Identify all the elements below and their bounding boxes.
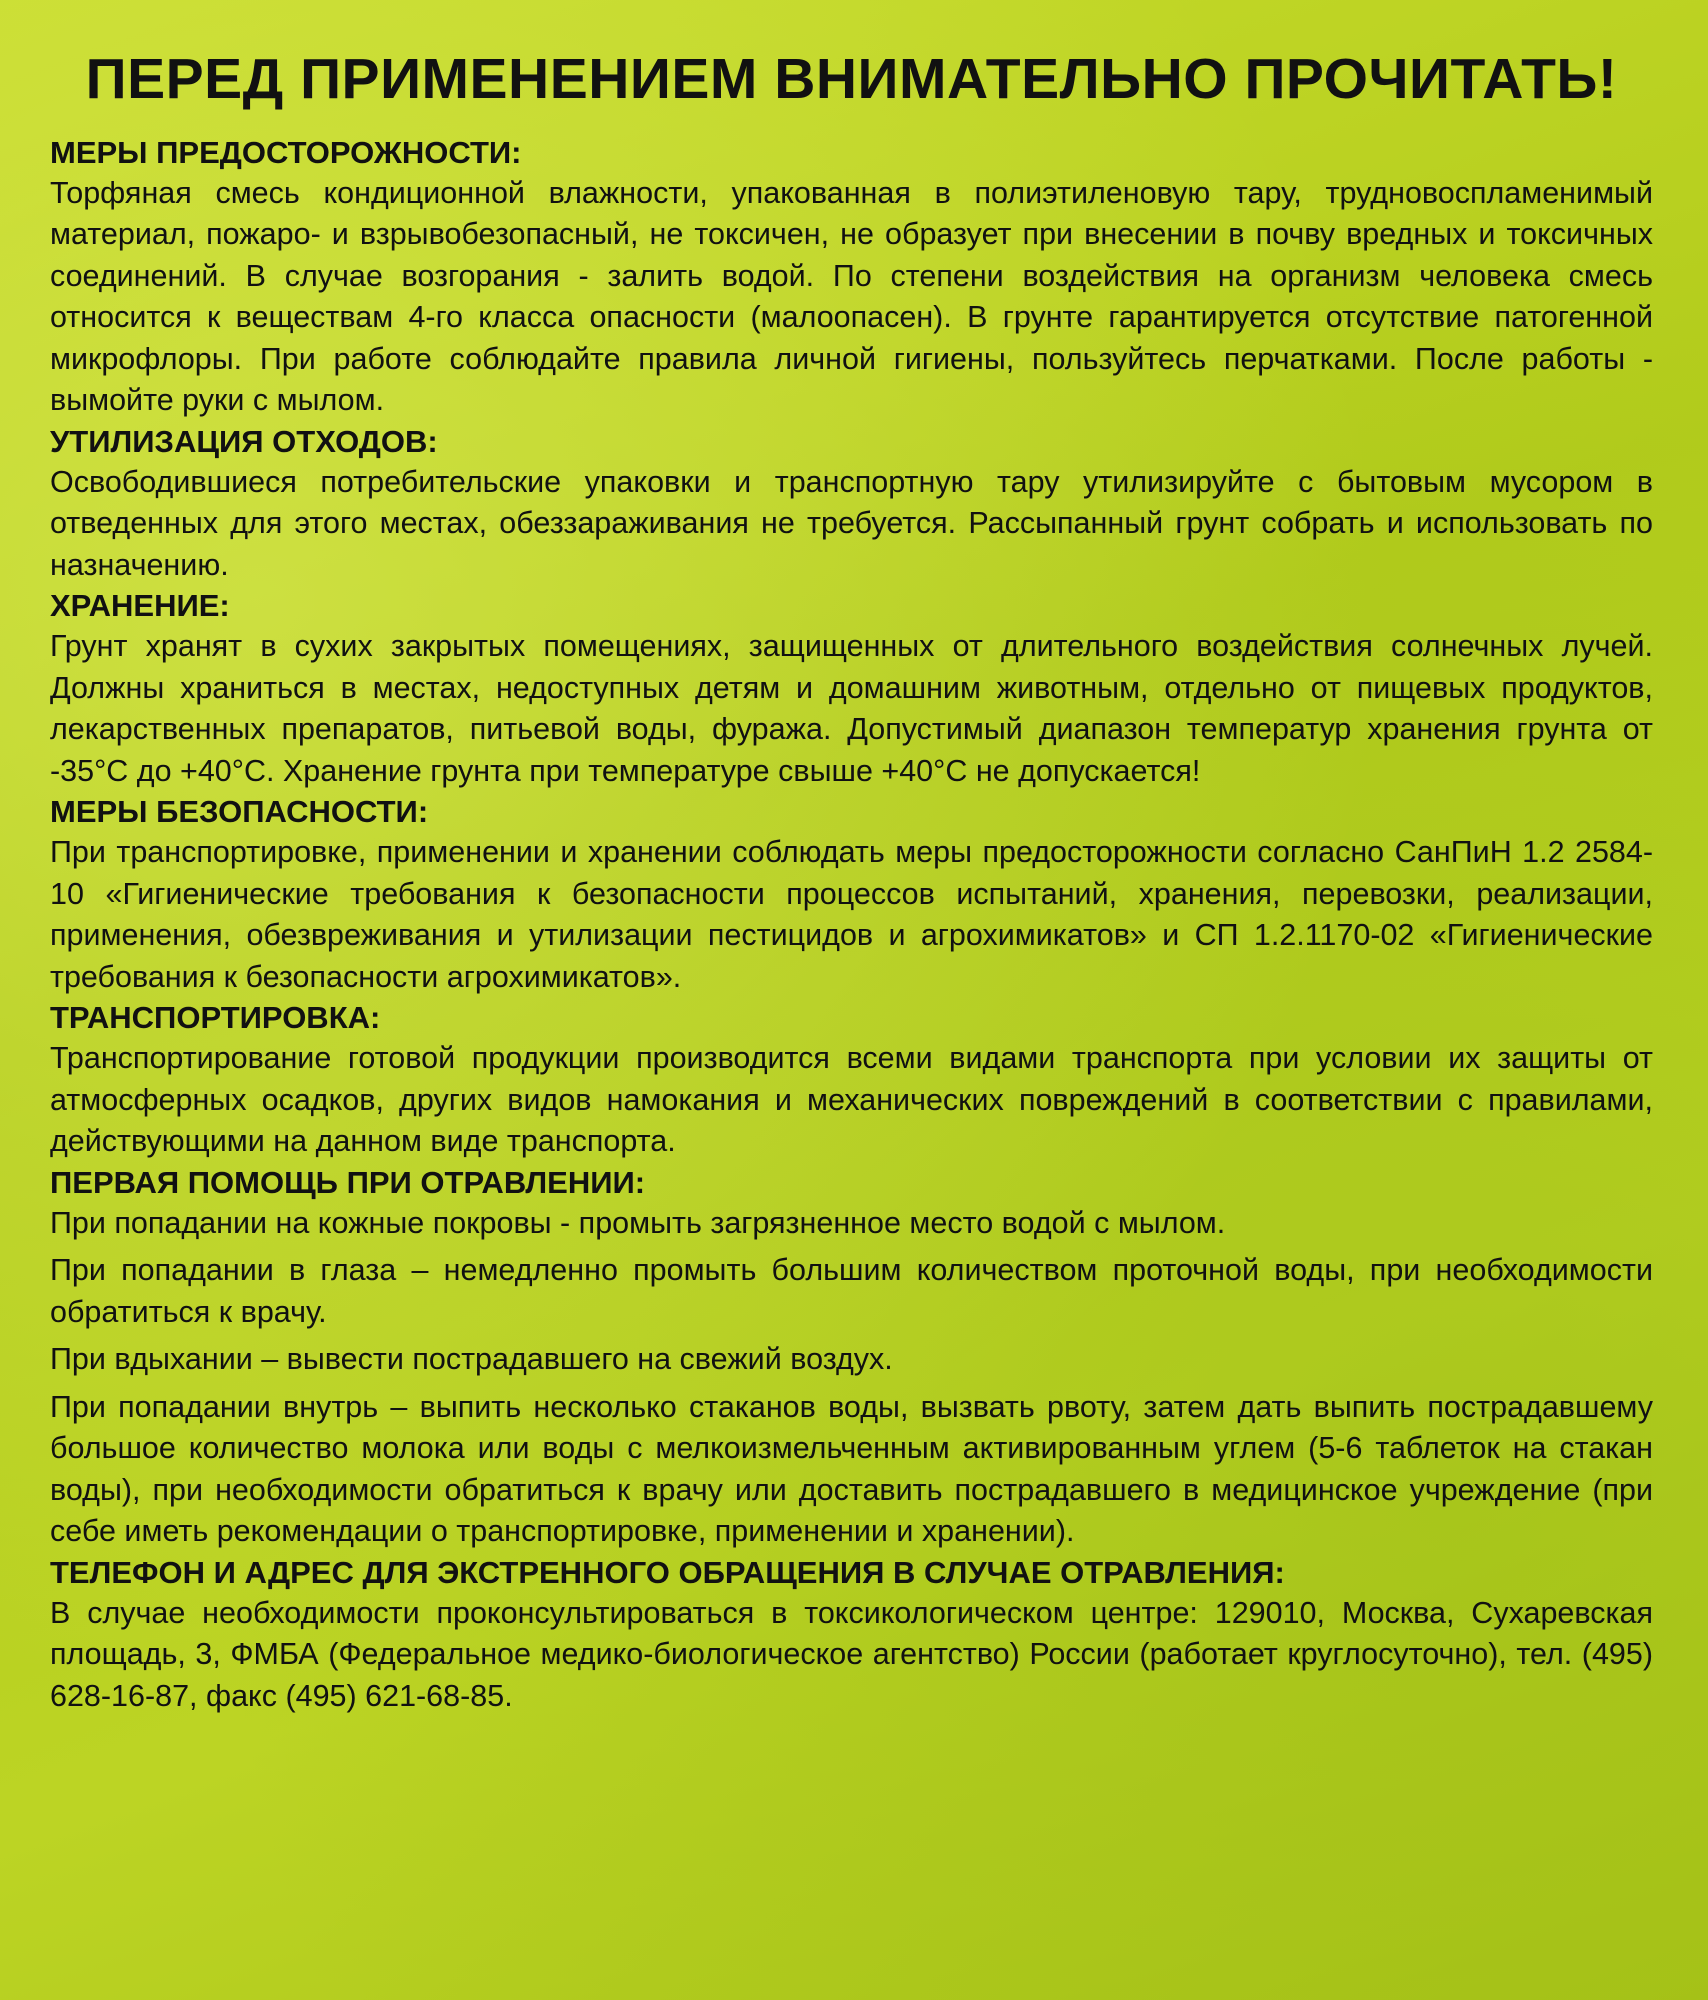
section-first-aid [50, 1163, 1653, 1553]
section-paragraph: При транспортировке, применении и хранении соблюдать меры предосторожности согласно СанПиН 1.2 2584-10 «Гигиенические требования к безопасности процессов испытаний, хранения, перевозки, реализации, применения, обезвреживания и утилизации пестицидов и агрохимикатов» и СП 1.2.1170-02 «Гигиенические требования к безопасности агрохимикатов». [50, 835, 1653, 994]
section-paragraph: При попадании в глаза – немедленно промыть большим количеством проточной воды, при необходимости обратиться к врачу. [50, 1253, 1653, 1329]
section-heading: ТРАНСПОРТИРОВКА: [50, 1000, 381, 1036]
section-emergency-contact [50, 1553, 1653, 1718]
section-paragraph: При попадании внутрь – выпить несколько стаканов воды, вызвать рвоту, затем дать выпить пострадавшему большое количество молока или воды с мелкоизмельченным активированным углем (5-6 таблеток на стакан воды), при необходимости обратиться к врачу или доставить пострадавшего в медицинское учреждение (при себе иметь рекомендации о транспортировке, применении и хранении). [50, 1389, 1653, 1549]
section-heading: МЕРЫ БЕЗОПАСНОСТИ: [50, 794, 429, 830]
section-paragraph: При вдыхании – вывести пострадавшего на свежий воздух. [50, 1342, 893, 1377]
page-title: ПЕРЕД ПРИМЕНЕНИЕМ ВНИМАТЕЛЬНО ПРОЧИТАТЬ! [85, 47, 1618, 111]
section-paragraph: Транспортирование готовой продукции производится всеми видами транспорта при условии их защиты от атмосферных осадков, других видов намокания и механических повреждений в соответствии с правилами, действующими на данном виде транспорта. [50, 1041, 1653, 1159]
section-storage [50, 586, 1653, 792]
section-paragraph: Торфяная смесь кондиционной влажности, упакованная в полиэтиленовую тару, трудновоспламенимый материал, пожаро- и взрывобезопасный, не токсичен, не образует при внесении в почву вредных и токсичных соединений. В случае возгорания - залить водой. По степени воздействия на организм человека смесь относится к веществам 4-го класса опасности (малоопасен). В грунте гарантируется отсутствие патогенной микрофлоры. При работе соблюдайте правила личной гигиены, пользуйтесь перчатками. После работы - вымойте руки с мылом. [50, 175, 1653, 418]
section-paragraph: Грунт хранят в сухих закрытых помещениях, защищенных от длительного воздействия солнечных лучей. Должны храниться в местах, недоступных детям и домашним животным, отдельно от пищевых продуктов, лекарственных препаратов, питьевой воды, фуража. Допустимый диапазон температур хранения грунта от -35°С до +40°С. Хранение грунта при температуре свыше +40°С не допускается! [50, 629, 1653, 788]
section-safety [50, 792, 1653, 998]
section-paragraph: Освободившиеся потребительские упаковки и транспортную тару утилизируйте с бытовым мусором в отведенных для этого местах, обеззараживания не требуется. Рассыпанный грунт собрать и использовать по назначению. [50, 464, 1653, 582]
section-paragraph: При попадании на кожные покровы - промыть загрязненное место водой с мылом. [50, 1205, 1226, 1240]
section-waste-disposal [50, 422, 1653, 587]
section-heading: ТЕЛЕФОН И АДРЕС ДЛЯ ЭКСТРЕННОГО ОБРАЩЕНИЯ В СЛУЧАЕ ОТРАВЛЕНИЯ: [50, 1554, 1285, 1590]
section-heading: МЕРЫ ПРЕДОСТОРОЖНОСТИ: [50, 134, 522, 170]
section-transportation [50, 998, 1653, 1163]
section-precautions [50, 133, 1653, 422]
section-heading: УТИЛИЗАЦИЯ ОТХОДОВ: [50, 423, 438, 459]
section-heading: ПЕРВАЯ ПОМОЩЬ ПРИ ОТРАВЛЕНИИ: [50, 1164, 646, 1200]
section-heading: ХРАНЕНИЕ: [50, 588, 230, 624]
section-paragraph: В случае необходимости проконсультироваться в токсикологическом центре: 129010, Москва, Сухаревская площадь, 3, ФМБА (Федеральное медико-биологическое агентство) России (работает круглосуточно), тел. (495) 628-16-87, факс (495) 621-68-85. [50, 1595, 1653, 1713]
